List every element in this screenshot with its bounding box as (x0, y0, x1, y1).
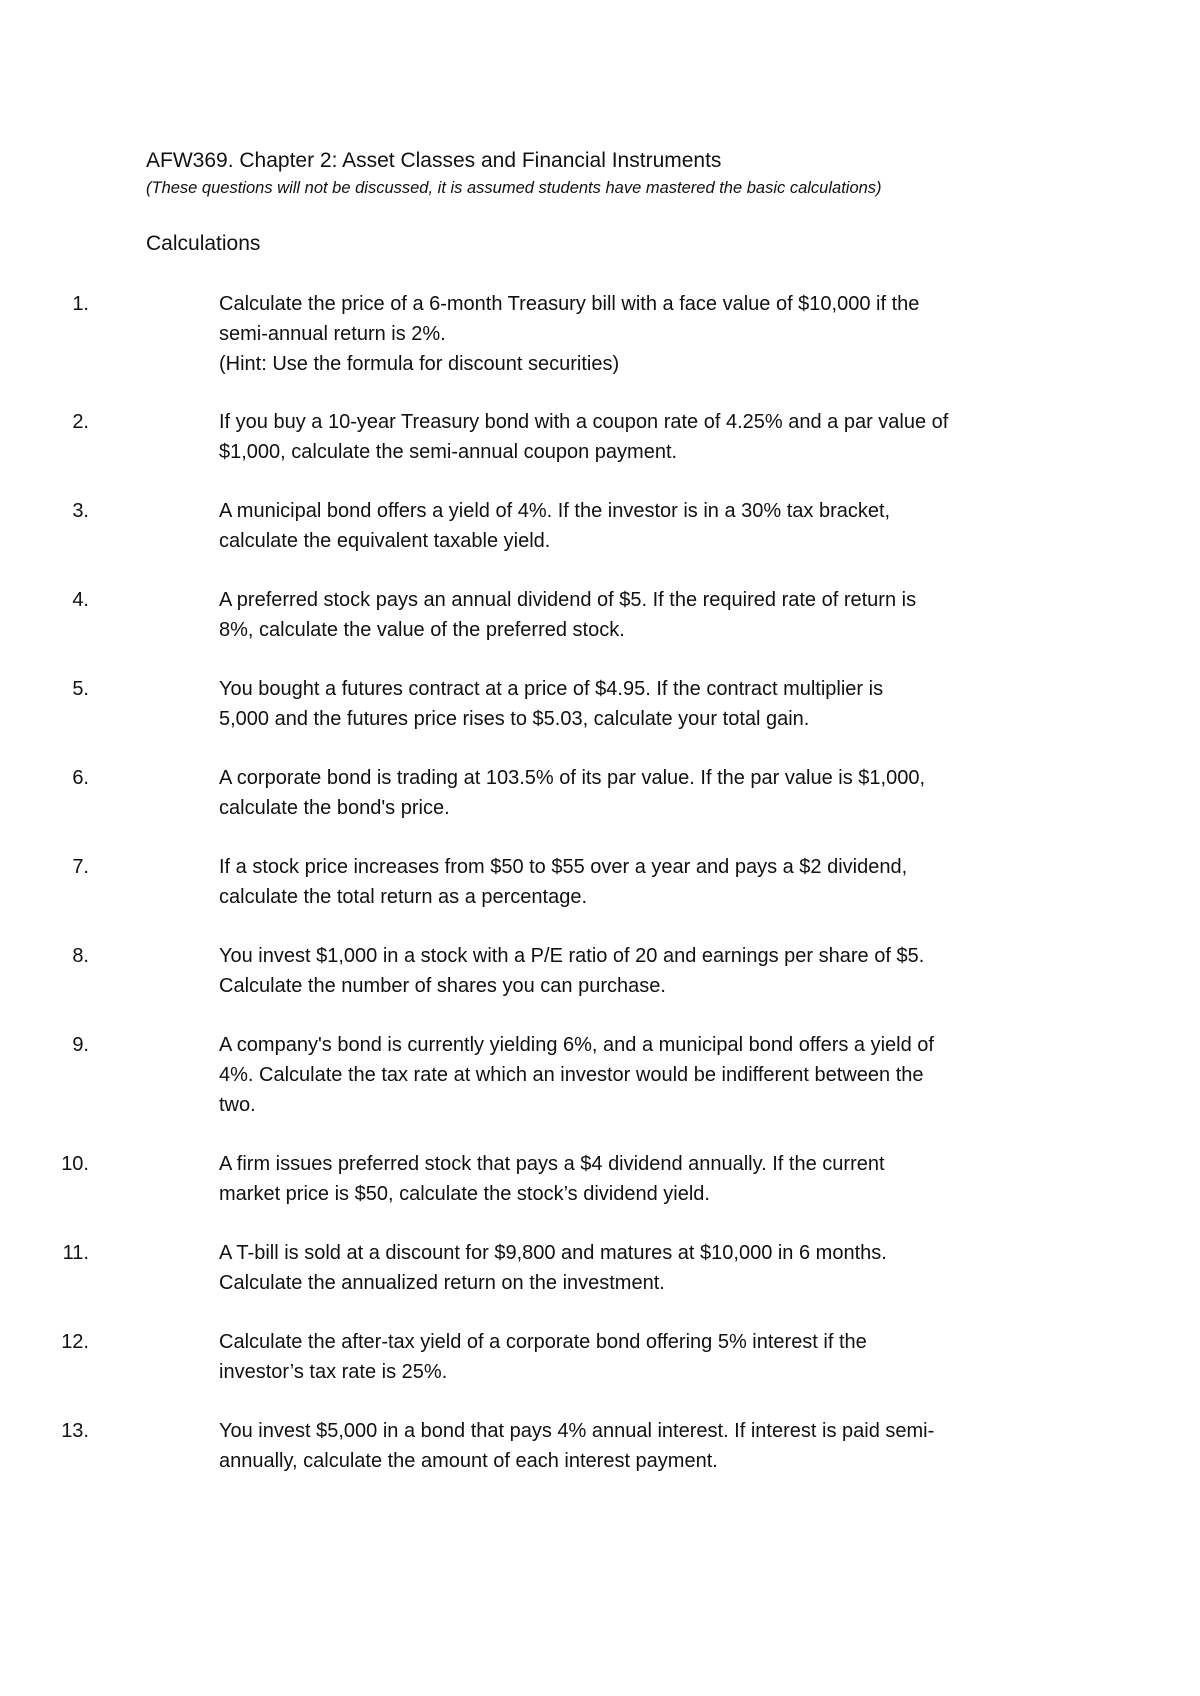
question-number: 13. (61, 1420, 89, 1442)
question-number: 10. (61, 1153, 89, 1175)
question-text (219, 289, 1069, 379)
question-text-line: A corporate bond is trading at 103.5% of its par value. If the par value is $1,000, (219, 767, 925, 789)
section-heading: Calculations (146, 232, 261, 255)
question-text-line: Calculate the after-tax yield of a corporate bond offering 5% interest if the (219, 1331, 867, 1353)
question-text-line: annually, calculate the amount of each interest payment. (219, 1450, 718, 1472)
question-text-line: A municipal bond offers a yield of 4%. If the investor is in a 30% tax bracket, (219, 500, 891, 522)
question-text (219, 407, 1069, 467)
question-text-line: If a stock price increases from $50 to $55 over a year and pays a $2 dividend, (219, 856, 908, 878)
question-number: 8. (72, 945, 89, 967)
question-number: 9. (72, 1034, 89, 1056)
question-text-line: 4%. Calculate the tax rate at which an investor would be indifferent between the (219, 1064, 924, 1086)
question-text-line: two. (219, 1094, 256, 1116)
question-text-line: 8%, calculate the value of the preferred stock. (219, 619, 625, 641)
question-text-line: investor’s tax rate is 25%. (219, 1361, 448, 1383)
document-note: (These questions will not be discussed, it is assumed students have mastered the basic calculations) (146, 179, 882, 197)
question-text (219, 852, 1069, 912)
question-text (219, 496, 1069, 556)
question-text (219, 941, 1069, 1001)
question-text-line: (Hint: Use the formula for discount securities) (219, 353, 620, 375)
question-text (219, 1327, 1069, 1387)
question-text-line: calculate the total return as a percentage. (219, 886, 588, 908)
question-text-line: $1,000, calculate the semi-annual coupon payment. (219, 441, 678, 463)
question-text-line: Calculate the price of a 6-month Treasury bill with a face value of $10,000 if the (219, 293, 920, 315)
question-text-line: You invest $1,000 in a stock with a P/E ratio of 20 and earnings per share of $5. (219, 945, 925, 967)
question-text (219, 674, 1069, 734)
question-text (219, 1030, 1069, 1120)
question-number: 7. (72, 856, 89, 878)
question-text-line: A T-bill is sold at a discount for $9,800 and matures at $10,000 in 6 months. (219, 1242, 887, 1264)
question-text (219, 763, 1069, 823)
question-text-line: semi-annual return is 2%. (219, 323, 446, 345)
question-number: 11. (62, 1242, 89, 1264)
question-text-line: You bought a futures contract at a price of $4.95. If the contract multiplier is (219, 678, 884, 700)
question-number: 5. (72, 678, 89, 700)
question-text (219, 1416, 1069, 1476)
question-number: 2. (72, 411, 89, 433)
question-text-line: A firm issues preferred stock that pays a $4 dividend annually. If the current (219, 1153, 885, 1175)
question-text (219, 585, 1069, 645)
question-number: 12. (61, 1331, 89, 1353)
question-text-line: 5,000 and the futures price rises to $5.03, calculate your total gain. (219, 708, 810, 730)
question-text-line: A company's bond is currently yielding 6%, and a municipal bond offers a yield of (219, 1034, 934, 1056)
question-text-line: calculate the bond's price. (219, 797, 450, 819)
question-text (219, 1238, 1069, 1298)
question-text-line: If you buy a 10-year Treasury bond with a coupon rate of 4.25% and a par value of (219, 411, 949, 433)
question-text (219, 1149, 1069, 1209)
question-number: 1. (72, 293, 89, 315)
document-title: AFW369. Chapter 2: Asset Classes and Financial Instruments (146, 149, 722, 172)
question-number: 3. (72, 500, 89, 522)
question-text-line: You invest $5,000 in a bond that pays 4% annual interest. If interest is paid semi- (219, 1420, 935, 1442)
question-number: 4. (72, 589, 89, 611)
question-text-line: calculate the equivalent taxable yield. (219, 530, 551, 552)
question-text-line: Calculate the number of shares you can purchase. (219, 975, 666, 997)
question-text-line: market price is $50, calculate the stock’s dividend yield. (219, 1183, 710, 1205)
question-text-line: Calculate the annualized return on the investment. (219, 1272, 665, 1294)
question-number: 6. (72, 767, 89, 789)
question-text-line: A preferred stock pays an annual dividend of $5. If the required rate of return is (219, 589, 917, 611)
